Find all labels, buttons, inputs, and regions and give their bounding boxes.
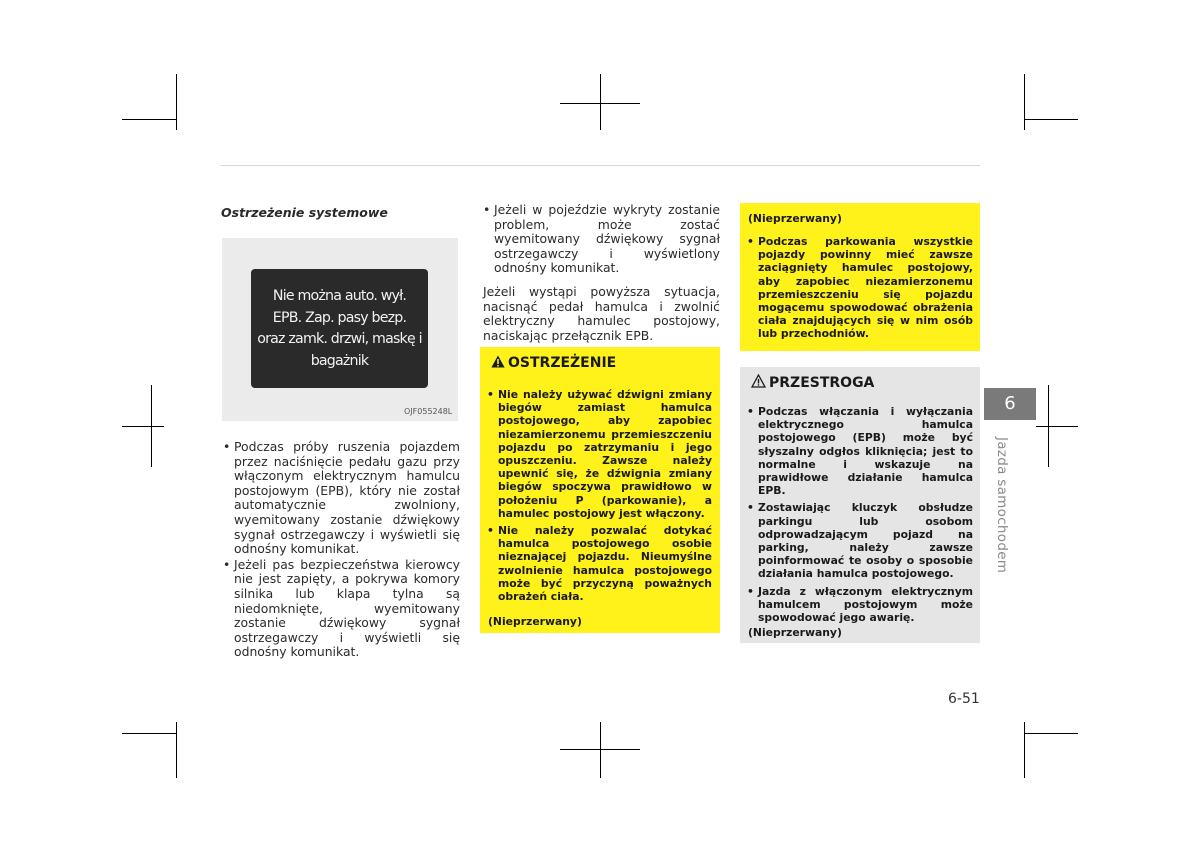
- crop-mark: [122, 733, 176, 734]
- paragraph: Jeżeli wystąpi powyższa sytuacja, nacisnąć pedał hamulca i zwolnić elektryczny hamulec postojowy, naciskając przełącznik EPB.: [483, 283, 720, 343]
- list-item: • Nie należy pozwalać dotykać hamulca postojowego osobie nieznającej pojazdu. Nieumyślne zwolnienie hamulca postojowego może być przyczyną poważnych obrażeń ciała.: [487, 524, 712, 603]
- list-item: • Zostawiając kluczyk obsłudze parkingu lub osobom odprowadzającym pojazd na parking, należy zawsze poinformować te osoby o sposobie działania hamulca postojowego.: [747, 501, 973, 580]
- warning-continued: (Nieprzerwany): [488, 615, 582, 628]
- chapter-label: Jazda samochodem: [994, 437, 1010, 574]
- crop-mark: [1024, 119, 1078, 120]
- crop-mark: [176, 722, 177, 778]
- warning-list: [487, 388, 712, 607]
- figure-code: OJF055248L: [404, 407, 453, 416]
- crop-mark: [176, 74, 177, 130]
- list-item: • Nie należy używać dźwigni zmiany biegów zamiast hamulca postojowego, aby zapobiec niezamierzonemu przemieszczeniu pojazdu po zatrzymaniu i jego opuszczeniu. Zawsze należy upewnić się, że dźwignia zmiany biegów spoczywa prawidłowo w położeniu P (parkowanie), a hamulec postojowy jest włączony.: [487, 388, 712, 520]
- continued-list: [747, 235, 973, 341]
- crop-mark: [1024, 733, 1078, 734]
- caution-continued: (Nieprzerwany): [748, 626, 842, 639]
- crop-mark: [560, 103, 640, 104]
- page-number: 6-51: [948, 691, 980, 707]
- crop-mark: [122, 426, 164, 427]
- list-item: • Podczas parkowania wszystkie pojazdy powinny mieć zawsze zaciągnięty hamulec postojowy, aby zapobiec niezamierzonemu przemieszczeniu się pojazdu mogącemu spowodować obrażenia ciała znajdujących się w nim osób lub przechodniów.: [747, 235, 973, 341]
- list-item: • Podczas włączania i wyłączania elektrycznego hamulca postojowego (EPB) może być słyszalny odgłos kliknięcia; jest to normalne i wskazuje na prawidłowe działanie hamulca EPB.: [747, 405, 973, 497]
- continued-header: (Nieprzerwany): [748, 212, 842, 225]
- crop-mark: [600, 74, 601, 130]
- header-rule: [221, 165, 980, 166]
- list-item: • Podczas próby ruszenia pojazdem przez naciśnięcie pedału gazu przy włączonym elektrycznym hamulcu postojowym (EPB), który nie został automatycznie zwolniony, wyemitowany zostanie dźwiękowy sygnał ostrzegawczy i wyświetli się odnośny komunikat.: [223, 440, 460, 557]
- crop-mark: [600, 722, 601, 778]
- crop-mark: [122, 119, 176, 120]
- crop-mark: [1036, 426, 1078, 427]
- middle-text: [483, 203, 720, 343]
- crop-mark: [1024, 722, 1025, 778]
- list-item: • Jeżeli pas bezpieczeństwa kierowcy nie jest zapięty, a pokrywa komory silnika lub klapa tylna są niedomknięte, wyemitowany zostanie dźwiękowy sygnał ostrzegawczy i wyświetli się odnośny komunikat.: [223, 558, 460, 660]
- crop-mark: [560, 749, 640, 750]
- section-title: Ostrzeżenie systemowe: [221, 205, 388, 220]
- warning-triangle-icon: [491, 355, 505, 368]
- caution-title: PRZESTROGA: [751, 374, 874, 391]
- caution-triangle-icon: [751, 374, 766, 388]
- list-item: • Jazda z włączonym elektrycznym hamulcem postojowym może spowodować jego awarię.: [747, 585, 973, 625]
- cluster-display-message: Nie można auto. wył. EPB. Zap. pasy bezp. oraz zamk. drzwi, maskę i bagażnik: [257, 288, 422, 369]
- caution-list: [747, 405, 973, 628]
- warning-title: OSTRZEŻENIE: [491, 355, 616, 371]
- list-item: • Jeżeli w pojeździe wykryty zostanie problem, może zostać wyemitowany dźwiękowy sygnał ostrzegawczy i wyświetlony odnośny komunikat.: [483, 203, 720, 276]
- chapter-tab: 6: [984, 388, 1036, 420]
- left-bullets: [223, 440, 460, 660]
- crop-mark: [1024, 74, 1025, 130]
